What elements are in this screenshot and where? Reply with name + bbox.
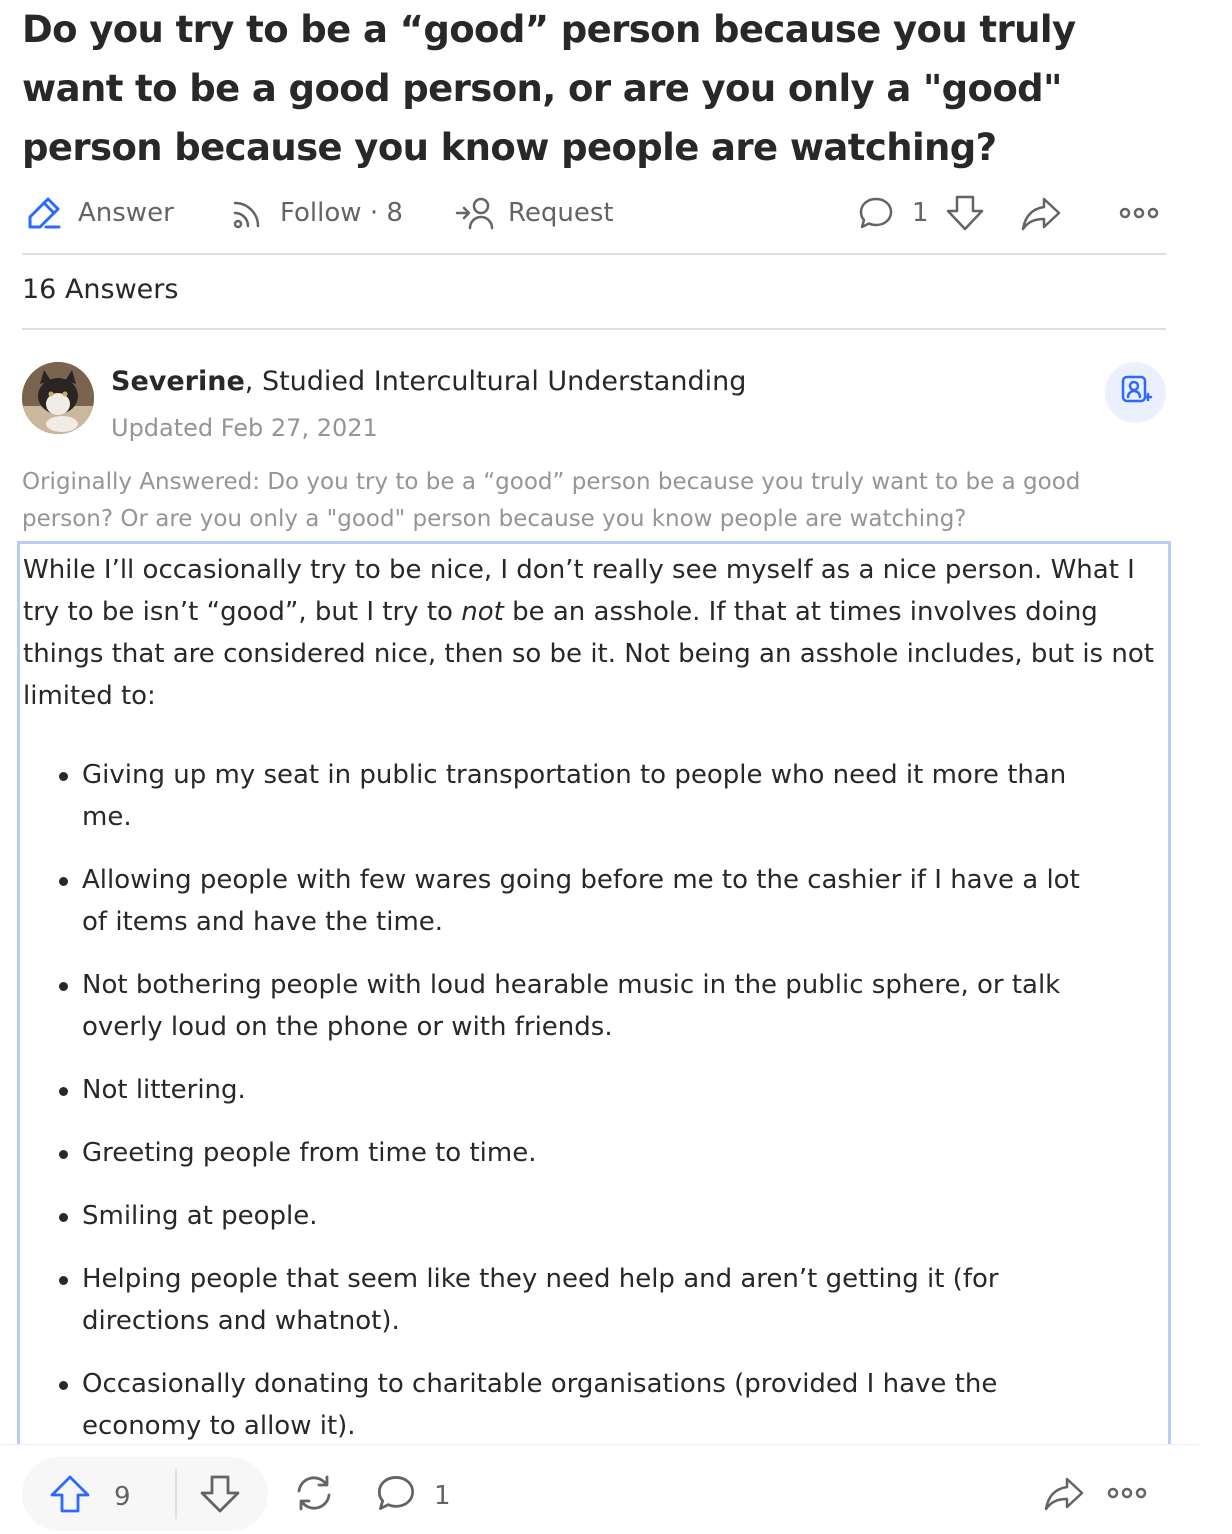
downvote-arrow-icon <box>944 193 986 233</box>
ellipsis-icon <box>1118 203 1160 223</box>
answer-footer-bar <box>0 1444 1200 1534</box>
upvote-arrow-icon <box>48 1473 92 1520</box>
divider <box>22 328 1166 330</box>
list-item: Helping people that seem like they need help and aren’t getting it (for directions and whatnot). <box>20 1258 1100 1342</box>
ellipsis-icon <box>1106 1483 1148 1508</box>
pencil-square-icon <box>26 195 62 231</box>
answer-bullet-list <box>20 754 1160 1461</box>
intro-emphasis: not <box>461 597 504 627</box>
answer-content <box>17 541 1171 1461</box>
share-button[interactable] <box>1020 190 1062 236</box>
reshare-icon <box>292 1473 336 1518</box>
answer-comment-count: 1 <box>434 1480 451 1511</box>
question-action-bar <box>22 190 1166 236</box>
originally-answered-note[interactable]: Originally Answered: Do you try to be a “good” person because you truly want to be a good person? Or are you only a "good" person because you know people are watching? <box>22 469 1081 532</box>
answers-count-heading: 16 Answers <box>22 274 179 305</box>
rss-icon <box>230 195 266 231</box>
answer-button[interactable] <box>26 190 174 236</box>
follow-button[interactable] <box>230 190 403 236</box>
comment-bubble-icon <box>376 1473 416 1518</box>
list-item: Giving up my seat in public transportation to people who need it more than me. <box>20 754 1100 838</box>
share-reshare-button[interactable] <box>292 1473 336 1518</box>
downvote-arrow-icon <box>198 1473 242 1520</box>
avatar[interactable] <box>22 362 94 434</box>
list-item: Not bothering people with loud hearable music in the public sphere, or talk overly loud on the phone or with friends. <box>20 964 1100 1048</box>
request-label: Request <box>508 198 614 228</box>
question-title[interactable]: Do you try to be a “good” person because you truly want to be a good person, or are you only a "good" person because you know people are watching? <box>22 8 1076 169</box>
request-button[interactable] <box>454 190 614 236</box>
comment-bubble-icon <box>858 195 894 231</box>
downvote-button[interactable] <box>198 1473 242 1520</box>
answer-label: Answer <box>78 198 174 228</box>
share-arrow-icon <box>1020 193 1062 233</box>
vote-pill <box>22 1457 268 1531</box>
comment-count: 1 <box>912 198 929 228</box>
list-item: Not littering. <box>20 1069 1100 1111</box>
answer-comment-button[interactable] <box>376 1473 451 1518</box>
author-line <box>111 366 746 397</box>
downvote-question-button[interactable] <box>944 190 986 236</box>
add-person-icon <box>1119 373 1153 412</box>
more-options-button[interactable] <box>1118 190 1160 236</box>
share-arrow-icon <box>1042 1473 1086 1518</box>
answer-share-button[interactable] <box>1042 1473 1086 1518</box>
upvote-button[interactable] <box>48 1473 131 1520</box>
answer-timestamp[interactable]: Updated Feb 27, 2021 <box>111 414 378 442</box>
intro-text: be an asshole. If that at times involves doing things that are considered nice, then so be it. Not being an asshole includes, but is not limited to: <box>23 597 1154 711</box>
follow-label: Follow · 8 <box>280 198 403 228</box>
intro-text: While I’ll occasionally try to be nice, I don’t really see myself as a nice person. What I try to be isn’t “good”, but I try to <box>23 555 1135 627</box>
follow-author-button[interactable] <box>1105 362 1166 423</box>
author-credential[interactable]: , Studied Intercultural Understanding <box>244 366 747 397</box>
vote-divider <box>175 1469 177 1519</box>
person-arrow-icon <box>454 195 496 231</box>
comment-button[interactable] <box>858 190 929 236</box>
list-item: Occasionally donating to charitable organisations (provided I have the economy to allow it). <box>20 1363 1100 1447</box>
list-item: Greeting people from time to time. <box>20 1132 1100 1174</box>
divider <box>22 253 1166 255</box>
answer-intro-paragraph <box>23 549 1168 717</box>
author-name[interactable]: Severine <box>111 366 245 397</box>
list-item: Allowing people with few wares going before me to the cashier if I have a lot of items and have the time. <box>20 859 1100 943</box>
upvote-count: 9 <box>114 1481 131 1512</box>
answer-more-options-button[interactable] <box>1106 1483 1148 1508</box>
list-item: Smiling at people. <box>20 1195 1100 1237</box>
